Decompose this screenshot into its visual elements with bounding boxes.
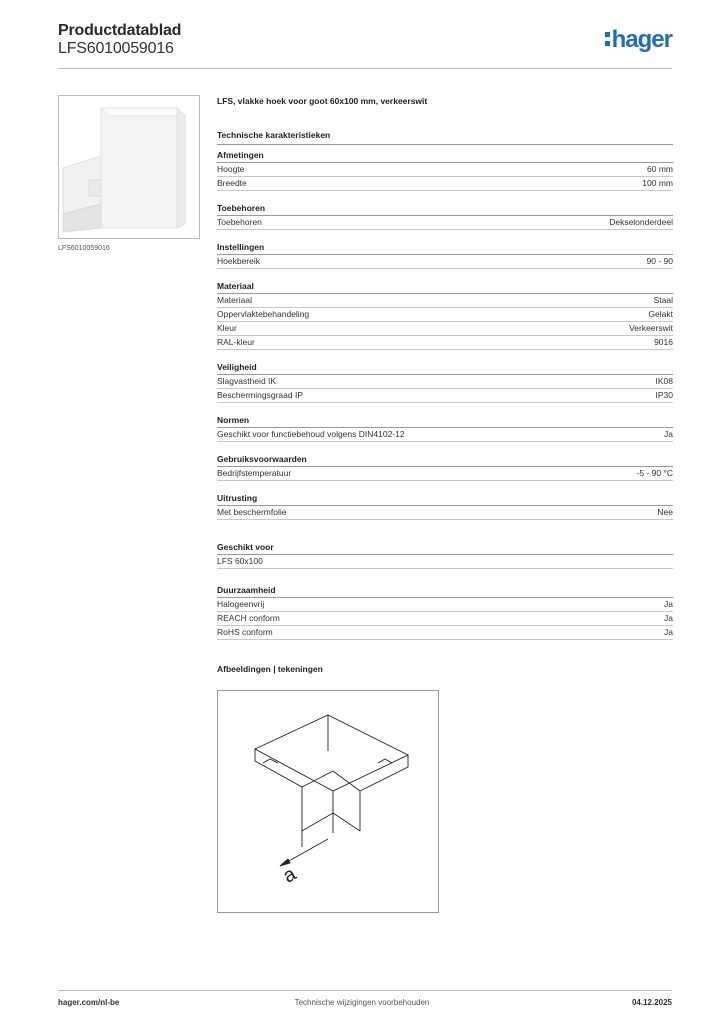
spec-value: -5 - 90 °C <box>636 468 673 478</box>
spec-group <box>217 148 673 191</box>
spec-group-heading: Uitrusting <box>217 491 673 506</box>
spec-group-heading: Instellingen <box>217 240 673 255</box>
spec-row <box>217 506 673 520</box>
spec-label: Slagvastheid IK <box>217 376 277 386</box>
spec-row <box>217 322 673 336</box>
spec-label: Bedrijfstemperatuur <box>217 468 292 478</box>
spec-label: Materiaal <box>217 295 252 305</box>
spec-group <box>217 491 673 520</box>
sustainability-row <box>217 612 673 626</box>
spec-value: Gelakt <box>648 309 673 319</box>
spec-label: Kleur <box>217 323 237 333</box>
spec-group-heading: Toebehoren <box>217 201 673 216</box>
spec-group-heading: Materiaal <box>217 279 673 294</box>
document-title: Productdatablad <box>58 22 182 39</box>
specs-heading: Technische karakteristieken <box>217 127 673 145</box>
spec-group-heading: Afmetingen <box>217 148 673 163</box>
footer-website-link[interactable]: hager.com/nl-be <box>58 998 120 1007</box>
footer-disclaimer: Technische wijzigingen voorbehouden <box>294 998 430 1007</box>
spec-label: Breedte <box>217 178 247 188</box>
spec-label: Hoogte <box>217 164 245 174</box>
spec-group <box>217 360 673 403</box>
product-thumbnail <box>58 95 200 239</box>
suitable-heading: Geschikt voor <box>217 540 673 555</box>
spec-value: Dekselonderdeel <box>609 217 673 227</box>
spec-row <box>217 216 673 230</box>
spec-row <box>217 375 673 389</box>
spec-group-heading: Gebruiksvoorwaarden <box>217 452 673 467</box>
spec-label: Met beschermfolie <box>217 507 287 517</box>
spec-value: Ja <box>664 429 673 439</box>
spec-row <box>217 255 673 269</box>
footer-date: 04.12.2025 <box>631 998 672 1007</box>
spec-value: 100 mm <box>642 178 673 188</box>
spec-label: Geschikt voor functiebehoud volgens DIN4102-12 <box>217 429 405 439</box>
spec-label: Hoekbereik <box>217 256 260 266</box>
spec-label: Oppervlaktebehandeling <box>217 309 310 319</box>
spec-label: RAL-kleur <box>217 337 255 347</box>
sustainability-label: REACH conform <box>217 613 280 623</box>
sustainability-table <box>217 598 673 640</box>
sustainability-value: Ja <box>664 613 673 623</box>
thumbnail-caption: LFS6010059016 <box>58 245 110 252</box>
spec-group <box>217 452 673 481</box>
spec-row <box>217 467 673 481</box>
sustainability-label: Halogeenvrij <box>217 599 265 609</box>
dimension-label: a <box>279 862 300 888</box>
sustainability-row <box>217 626 673 640</box>
spec-group <box>217 201 673 230</box>
spec-group <box>217 413 673 442</box>
sustainability-heading: Duurzaamheid <box>217 583 673 598</box>
product-code: LFS6010059016 <box>58 40 174 57</box>
spec-value: 60 mm <box>647 164 673 174</box>
suitable-item: LFS 60x100 <box>217 555 673 569</box>
brand-logo <box>605 26 672 54</box>
spec-value: IP30 <box>655 390 673 400</box>
product-title: LFS, vlakke hoek voor goot 60x100 mm, verkeerswit <box>217 96 428 106</box>
spec-value: Staal <box>653 295 673 305</box>
spec-label: Beschermingsgraad IP <box>217 390 303 400</box>
spec-row <box>217 163 673 177</box>
spec-row <box>217 389 673 403</box>
sustainability-value: Ja <box>664 599 673 609</box>
spec-label: Toebehoren <box>217 217 262 227</box>
footer-divider <box>58 990 672 991</box>
spec-value: 9016 <box>654 337 673 347</box>
spec-row <box>217 294 673 308</box>
technical-drawing <box>217 690 439 913</box>
drawings-heading: Afbeeldingen | tekeningen <box>217 664 323 674</box>
header-divider <box>58 68 672 69</box>
sustainability-value: Ja <box>664 627 673 637</box>
spec-value: Verkeerswit <box>629 323 673 333</box>
spec-value: IK08 <box>655 376 673 386</box>
spec-row <box>217 177 673 191</box>
spec-row <box>217 308 673 322</box>
spec-group <box>217 279 673 350</box>
spec-row <box>217 336 673 350</box>
corner-drawing-icon <box>218 691 438 912</box>
spec-value: Nee <box>657 507 673 517</box>
sustainability-row <box>217 598 673 612</box>
sustainability-label: RoHS conform <box>217 627 273 637</box>
spec-value: 90 - 90 <box>646 256 673 266</box>
spec-group <box>217 240 673 269</box>
logo-colon-icon <box>605 26 610 46</box>
product-photo-icon <box>59 96 199 238</box>
logo-text: hager <box>611 26 672 53</box>
spec-group-heading: Veiligheid <box>217 360 673 375</box>
spec-table <box>217 148 673 520</box>
spec-row <box>217 428 673 442</box>
spec-group-heading: Normen <box>217 413 673 428</box>
spec-content <box>217 96 673 676</box>
